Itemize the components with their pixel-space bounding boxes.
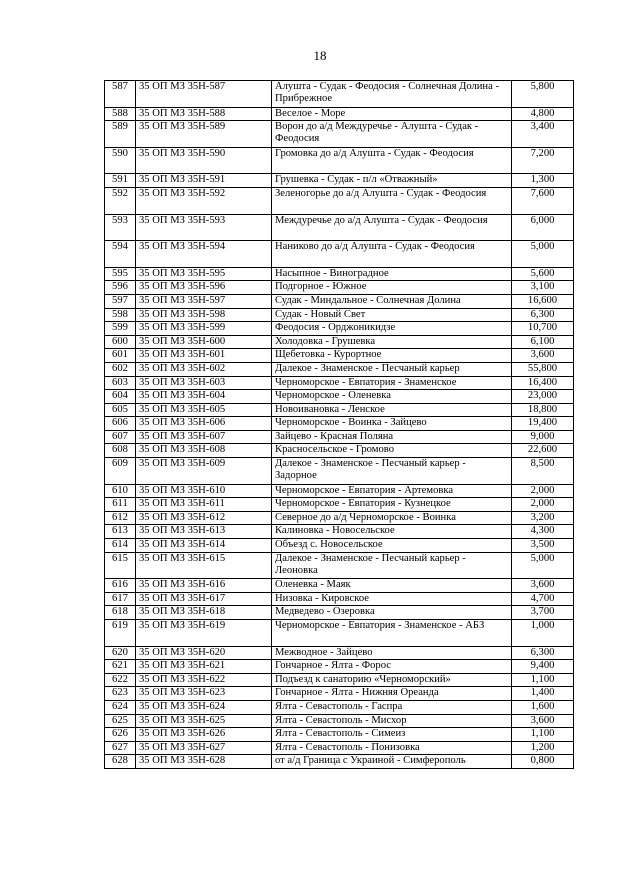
road-code-cell: 35 ОП МЗ 35Н-626 <box>136 728 272 742</box>
road-name-cell: Черноморское - Воинка - Зайцево <box>272 417 512 431</box>
table-row <box>105 620 574 647</box>
row-number-cell: 602 <box>105 362 136 376</box>
road-length-cell: 7,200 <box>512 147 574 174</box>
row-number-cell: 606 <box>105 417 136 431</box>
table-row <box>105 646 574 660</box>
road-length-cell: 6,300 <box>512 646 574 660</box>
table-row <box>105 187 574 214</box>
row-number-cell: 589 <box>105 121 136 148</box>
road-name-cell: Медведево - Озеровка <box>272 606 512 620</box>
road-name-cell: Низовка - Кировское <box>272 592 512 606</box>
road-name-cell: Ялта - Севастополь - Симеиз <box>272 728 512 742</box>
road-code-cell: 35 ОП МЗ 35Н-611 <box>136 498 272 512</box>
road-name-cell: Грушевка - Судак - п/л «Отважный» <box>272 174 512 188</box>
road-name-cell: Далекое - Знаменское - Песчаный карьер - Леоновка <box>272 552 512 579</box>
road-length-cell: 55,800 <box>512 362 574 376</box>
table-row <box>105 267 574 281</box>
road-length-cell: 4,700 <box>512 592 574 606</box>
road-code-cell: 35 ОП МЗ 35Н-627 <box>136 741 272 755</box>
road-length-cell: 9,000 <box>512 430 574 444</box>
table-row <box>105 335 574 349</box>
road-code-cell: 35 ОП МЗ 35Н-621 <box>136 660 272 674</box>
table-row <box>105 403 574 417</box>
row-number-cell: 612 <box>105 511 136 525</box>
road-length-cell: 19,400 <box>512 417 574 431</box>
road-name-cell: Оленевка - Маяк <box>272 579 512 593</box>
row-number-cell: 590 <box>105 147 136 174</box>
road-code-cell: 35 ОП МЗ 35Н-618 <box>136 606 272 620</box>
row-number-cell: 592 <box>105 187 136 214</box>
road-name-cell: Алушта - Судак - Феодосия - Солнечная Долина - Прибрежное <box>272 81 512 108</box>
road-name-cell: Судак - Миндальное - Солнечная Долина <box>272 294 512 308</box>
row-number-cell: 615 <box>105 552 136 579</box>
row-number-cell: 610 <box>105 484 136 498</box>
row-number-cell: 628 <box>105 755 136 769</box>
table-row <box>105 174 574 188</box>
road-length-cell: 1,100 <box>512 728 574 742</box>
road-length-cell: 1,400 <box>512 687 574 701</box>
page-number: 18 <box>313 48 327 63</box>
road-length-cell: 5,000 <box>512 241 574 268</box>
road-code-cell: 35 ОП МЗ 35Н-590 <box>136 147 272 174</box>
road-length-cell: 4,800 <box>512 107 574 121</box>
table-row <box>105 714 574 728</box>
road-code-cell: 35 ОП МЗ 35Н-589 <box>136 121 272 148</box>
table-row <box>105 498 574 512</box>
row-number-cell: 604 <box>105 390 136 404</box>
roads-table <box>104 80 574 769</box>
row-number-cell: 607 <box>105 430 136 444</box>
road-code-cell: 35 ОП МЗ 35Н-610 <box>136 484 272 498</box>
road-code-cell: 35 ОП МЗ 35Н-594 <box>136 241 272 268</box>
road-code-cell: 35 ОП МЗ 35Н-588 <box>136 107 272 121</box>
road-length-cell: 23,000 <box>512 390 574 404</box>
road-code-cell: 35 ОП МЗ 35Н-608 <box>136 444 272 458</box>
road-length-cell: 1,200 <box>512 741 574 755</box>
table-row <box>105 417 574 431</box>
road-length-cell: 1,000 <box>512 620 574 647</box>
table-row <box>105 511 574 525</box>
row-number-cell: 603 <box>105 376 136 390</box>
table-row <box>105 741 574 755</box>
road-name-cell: Зайцево - Красная Поляна <box>272 430 512 444</box>
road-code-cell: 35 ОП МЗ 35Н-596 <box>136 281 272 295</box>
table-row <box>105 525 574 539</box>
road-length-cell: 3,600 <box>512 579 574 593</box>
road-name-cell: Веселое - Море <box>272 107 512 121</box>
table-row <box>105 728 574 742</box>
road-code-cell: 35 ОП МЗ 35Н-609 <box>136 458 272 485</box>
road-code-cell: 35 ОП МЗ 35Н-613 <box>136 525 272 539</box>
road-code-cell: 35 ОП МЗ 35Н-614 <box>136 539 272 553</box>
row-number-cell: 605 <box>105 403 136 417</box>
road-code-cell: 35 ОП МЗ 35Н-602 <box>136 362 272 376</box>
road-code-cell: 35 ОП МЗ 35Н-603 <box>136 376 272 390</box>
road-name-cell: Междуречье до а/д Алушта - Судак - Феодосия <box>272 214 512 241</box>
table-row <box>105 81 574 108</box>
road-name-cell: от а/д Граница с Украиной - Симферополь <box>272 755 512 769</box>
road-length-cell: 0,800 <box>512 755 574 769</box>
road-length-cell: 1,300 <box>512 174 574 188</box>
row-number-cell: 593 <box>105 214 136 241</box>
road-name-cell: Красносельское - Громово <box>272 444 512 458</box>
row-number-cell: 617 <box>105 592 136 606</box>
road-length-cell: 6,100 <box>512 335 574 349</box>
row-number-cell: 614 <box>105 539 136 553</box>
row-number-cell: 588 <box>105 107 136 121</box>
row-number-cell: 618 <box>105 606 136 620</box>
road-name-cell: Насыпное - Виноградное <box>272 267 512 281</box>
road-length-cell: 16,400 <box>512 376 574 390</box>
road-code-cell: 35 ОП МЗ 35Н-600 <box>136 335 272 349</box>
row-number-cell: 611 <box>105 498 136 512</box>
row-number-cell: 621 <box>105 660 136 674</box>
road-code-cell: 35 ОП МЗ 35Н-623 <box>136 687 272 701</box>
row-number-cell: 623 <box>105 687 136 701</box>
table-row <box>105 552 574 579</box>
road-length-cell: 6,000 <box>512 214 574 241</box>
road-name-cell: Громовка до а/д Алушта - Судак - Феодосия <box>272 147 512 174</box>
table-row <box>105 322 574 336</box>
road-code-cell: 35 ОП МЗ 35Н-607 <box>136 430 272 444</box>
road-code-cell: 35 ОП МЗ 35Н-605 <box>136 403 272 417</box>
road-code-cell: 35 ОП МЗ 35Н-591 <box>136 174 272 188</box>
row-number-cell: 596 <box>105 281 136 295</box>
road-length-cell: 5,800 <box>512 81 574 108</box>
row-number-cell: 613 <box>105 525 136 539</box>
road-name-cell: Подгорное - Южное <box>272 281 512 295</box>
road-length-cell: 3,400 <box>512 121 574 148</box>
road-length-cell: 1,600 <box>512 700 574 714</box>
row-number-cell: 609 <box>105 458 136 485</box>
road-name-cell: Подъезд к санаторию «Черноморский» <box>272 673 512 687</box>
road-length-cell: 5,600 <box>512 267 574 281</box>
road-length-cell: 3,100 <box>512 281 574 295</box>
row-number-cell: 600 <box>105 335 136 349</box>
row-number-cell: 626 <box>105 728 136 742</box>
road-name-cell: Калиновка - Новосельское <box>272 525 512 539</box>
road-code-cell: 35 ОП МЗ 35Н-616 <box>136 579 272 593</box>
road-name-cell: Объезд с. Новосельское <box>272 539 512 553</box>
table-row <box>105 294 574 308</box>
table-row <box>105 458 574 485</box>
road-code-cell: 35 ОП МЗ 35Н-592 <box>136 187 272 214</box>
row-number-cell: 595 <box>105 267 136 281</box>
road-name-cell: Северное до а/д Черноморское - Воинка <box>272 511 512 525</box>
roads-table-body <box>105 81 574 769</box>
road-code-cell: 35 ОП МЗ 35Н-599 <box>136 322 272 336</box>
road-name-cell: Межводное - Зайцево <box>272 646 512 660</box>
road-name-cell: Судак - Новый Свет <box>272 308 512 322</box>
table-row <box>105 241 574 268</box>
road-length-cell: 9,400 <box>512 660 574 674</box>
table-row <box>105 700 574 714</box>
row-number-cell: 627 <box>105 741 136 755</box>
road-length-cell: 4,300 <box>512 525 574 539</box>
road-code-cell: 35 ОП МЗ 35Н-595 <box>136 267 272 281</box>
road-name-cell: Феодосия - Орджоникидзе <box>272 322 512 336</box>
row-number-cell: 601 <box>105 349 136 363</box>
table-row <box>105 755 574 769</box>
table-row <box>105 376 574 390</box>
road-code-cell: 35 ОП МЗ 35Н-604 <box>136 390 272 404</box>
road-code-cell: 35 ОП МЗ 35Н-606 <box>136 417 272 431</box>
table-row <box>105 214 574 241</box>
table-row <box>105 673 574 687</box>
row-number-cell: 599 <box>105 322 136 336</box>
road-name-cell: Далекое - Знаменское - Песчаный карьер <box>272 362 512 376</box>
row-number-cell: 625 <box>105 714 136 728</box>
road-name-cell: Холодовка - Грушевка <box>272 335 512 349</box>
road-length-cell: 3,200 <box>512 511 574 525</box>
road-length-cell: 1,100 <box>512 673 574 687</box>
road-length-cell: 18,800 <box>512 403 574 417</box>
road-name-cell: Черноморское - Евпатория - Знаменское - АБЗ <box>272 620 512 647</box>
road-length-cell: 3,500 <box>512 539 574 553</box>
road-length-cell: 8,500 <box>512 458 574 485</box>
row-number-cell: 619 <box>105 620 136 647</box>
road-code-cell: 35 ОП МЗ 35Н-615 <box>136 552 272 579</box>
row-number-cell: 624 <box>105 700 136 714</box>
table-row <box>105 308 574 322</box>
road-name-cell: Далекое - Знаменское - Песчаный карьер - Задорное <box>272 458 512 485</box>
road-code-cell: 35 ОП МЗ 35Н-625 <box>136 714 272 728</box>
table-row <box>105 147 574 174</box>
row-number-cell: 587 <box>105 81 136 108</box>
table-row <box>105 362 574 376</box>
road-name-cell: Черноморское - Евпатория - Кузнецкое <box>272 498 512 512</box>
road-length-cell: 10,700 <box>512 322 574 336</box>
road-length-cell: 7,600 <box>512 187 574 214</box>
road-name-cell: Зеленогорье до а/д Алушта - Судак - Феодосия <box>272 187 512 214</box>
table-row <box>105 592 574 606</box>
road-code-cell: 35 ОП МЗ 35Н-622 <box>136 673 272 687</box>
road-code-cell: 35 ОП МЗ 35Н-601 <box>136 349 272 363</box>
table-row <box>105 484 574 498</box>
table-row <box>105 687 574 701</box>
row-number-cell: 597 <box>105 294 136 308</box>
row-number-cell: 598 <box>105 308 136 322</box>
road-length-cell: 16,600 <box>512 294 574 308</box>
road-length-cell: 2,000 <box>512 498 574 512</box>
table-row <box>105 539 574 553</box>
table-row <box>105 107 574 121</box>
road-code-cell: 35 ОП МЗ 35Н-593 <box>136 214 272 241</box>
road-length-cell: 3,600 <box>512 714 574 728</box>
table-row <box>105 390 574 404</box>
road-length-cell: 5,000 <box>512 552 574 579</box>
table-row <box>105 430 574 444</box>
table-row <box>105 579 574 593</box>
row-number-cell: 608 <box>105 444 136 458</box>
road-name-cell: Ворон до а/д Междуречье - Алушта - Судак - Феодосия <box>272 121 512 148</box>
road-length-cell: 2,000 <box>512 484 574 498</box>
road-name-cell: Ялта - Севастополь - Понизовка <box>272 741 512 755</box>
road-length-cell: 3,600 <box>512 349 574 363</box>
road-name-cell: Гончарное - Ялта - Форос <box>272 660 512 674</box>
road-name-cell: Ялта - Севастополь - Гаспра <box>272 700 512 714</box>
table-row <box>105 281 574 295</box>
road-name-cell: Гончарное - Ялта - Нижняя Ореанда <box>272 687 512 701</box>
road-code-cell: 35 ОП МЗ 35Н-587 <box>136 81 272 108</box>
road-code-cell: 35 ОП МЗ 35Н-624 <box>136 700 272 714</box>
road-name-cell: Черноморское - Оленевка <box>272 390 512 404</box>
road-name-cell: Черноморское - Евпатория - Артемовка <box>272 484 512 498</box>
table-row <box>105 660 574 674</box>
road-name-cell: Черноморское - Евпатория - Знаменское <box>272 376 512 390</box>
road-name-cell: Новоивановка - Ленское <box>272 403 512 417</box>
table-row <box>105 606 574 620</box>
road-code-cell: 35 ОП МЗ 35Н-598 <box>136 308 272 322</box>
road-code-cell: 35 ОП МЗ 35Н-597 <box>136 294 272 308</box>
road-code-cell: 35 ОП МЗ 35Н-620 <box>136 646 272 660</box>
road-name-cell: Щебетовка - Курортное <box>272 349 512 363</box>
table-row <box>105 444 574 458</box>
row-number-cell: 591 <box>105 174 136 188</box>
row-number-cell: 620 <box>105 646 136 660</box>
row-number-cell: 594 <box>105 241 136 268</box>
road-name-cell: Ялта - Севастополь - Мисхор <box>272 714 512 728</box>
table-row <box>105 349 574 363</box>
road-name-cell: Наниково до а/д Алушта - Судак - Феодосия <box>272 241 512 268</box>
road-length-cell: 3,700 <box>512 606 574 620</box>
row-number-cell: 622 <box>105 673 136 687</box>
table-row <box>105 121 574 148</box>
row-number-cell: 616 <box>105 579 136 593</box>
road-code-cell: 35 ОП МЗ 35Н-628 <box>136 755 272 769</box>
road-length-cell: 6,300 <box>512 308 574 322</box>
road-code-cell: 35 ОП МЗ 35Н-617 <box>136 592 272 606</box>
road-length-cell: 22,600 <box>512 444 574 458</box>
road-code-cell: 35 ОП МЗ 35Н-619 <box>136 620 272 647</box>
road-code-cell: 35 ОП МЗ 35Н-612 <box>136 511 272 525</box>
